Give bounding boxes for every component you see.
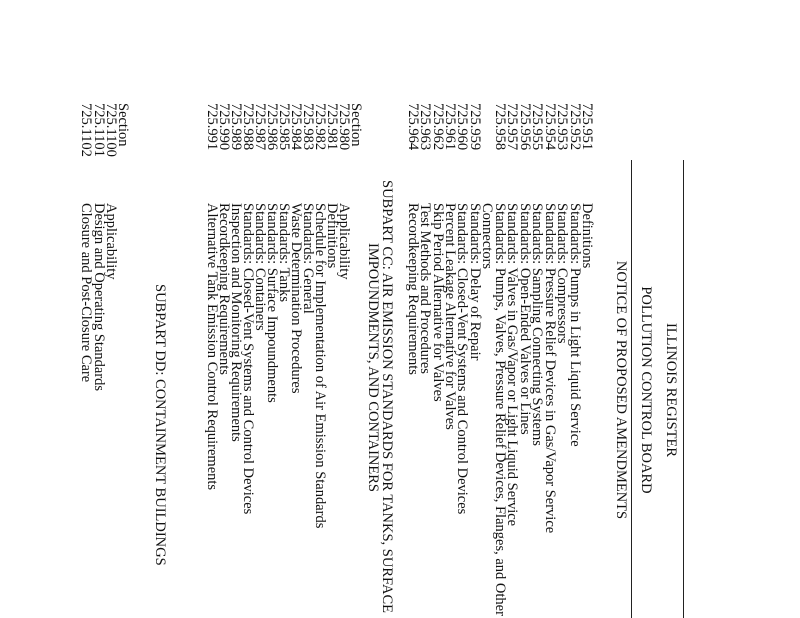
section-row (338, 103, 350, 618)
section-number: 725.956 (516, 103, 533, 151)
section-row (417, 103, 434, 618)
section-row (429, 103, 446, 618)
section-row (90, 103, 107, 618)
notice-title: NOTICE OF PROPOSED AMENDMENTS (613, 260, 629, 520)
header-rule (631, 160, 632, 618)
section-number: 725.986 (264, 103, 280, 151)
section-number: 725.953 (554, 103, 571, 151)
section-row (581, 103, 593, 618)
section-title: Standards: Pressure Relief Devices in Gas/Vapor Service (541, 203, 558, 534)
section-number: Section (115, 103, 131, 147)
section-number: 725.990 (216, 103, 232, 151)
section-number: 725.958 (491, 103, 508, 151)
section-title: Recordkeeping Requirements (216, 203, 232, 375)
section-title: Standards: Tanks (276, 203, 292, 303)
section-number: 725.983 (300, 103, 316, 151)
section-number: 725.954 (541, 103, 558, 151)
section-title: Schedule for Implementation of Air Emission Standards (312, 203, 328, 529)
section-title: Test Methods and Procedures (417, 203, 434, 374)
section-row (117, 103, 129, 618)
section-row (479, 103, 496, 618)
section-row (491, 103, 508, 618)
section-title: Applicability (102, 203, 119, 280)
section-number: 725.964 (404, 103, 421, 151)
section-row (78, 103, 95, 618)
section-title: Connectors (479, 203, 496, 270)
section-number: 725.1100 (102, 103, 119, 157)
subpart-cc-heading-line1: SUBPART CC: AIR EMISSION STANDARDS FOR TANKS, SURFACE (379, 180, 395, 613)
section-number: 725.980 (336, 103, 352, 151)
section-row (554, 103, 571, 618)
section-row (314, 103, 326, 618)
section-number: 725.961 (442, 103, 459, 151)
section-number: 725.988 (240, 103, 256, 151)
section-number: 725.987 (252, 103, 268, 151)
section-number: 725.959 (466, 103, 483, 151)
section-row (266, 103, 278, 618)
section-title: Standards: Surface Impoundments (264, 203, 280, 403)
section-title: Standards: Compressors (554, 203, 571, 344)
section-number: 725.989 (228, 103, 244, 151)
section-title: Standards: Closed-Vent Systems and Control Devices (454, 203, 471, 515)
section-number: 725.955 (529, 103, 546, 151)
subpart-dd-heading: SUBPART DD: CONTAINMENT BUILDINGS (152, 284, 168, 566)
section-row (529, 103, 546, 618)
section-row (404, 103, 421, 618)
section-number: 725.952 (566, 103, 583, 151)
section-title: Standards: Pumps in Light Liquid Service (566, 203, 583, 447)
section-title: Applicability (336, 203, 352, 280)
section-title: Design and Operating Standards (90, 203, 107, 392)
section-row (102, 103, 119, 618)
section-row (454, 103, 471, 618)
section-number: 725.981 (324, 103, 340, 151)
section-row (504, 103, 521, 618)
section-title: Standards: Closed-Vent Systems and Control Devices (240, 203, 256, 515)
section-number: 725.951 (579, 103, 595, 151)
section-number: 725.963 (417, 103, 434, 151)
section-title: Inspection and Monitoring Requirements (228, 203, 244, 442)
section-title: Standards: Containers (252, 203, 268, 331)
section-number: 725.1101 (90, 103, 107, 157)
board-title: POLLUTION CONTROL BOARD (638, 286, 654, 494)
section-title: Standards: Open-Ended Valves or Lines (516, 203, 533, 435)
section-number: Section (348, 103, 364, 147)
section-title: Definitions (324, 203, 340, 269)
section-title: Waste Determination Procedures (288, 203, 304, 394)
section-number: 725.957 (504, 103, 521, 151)
section-number: 725.1102 (78, 103, 95, 157)
section-title: Percent Leakage Alternative for Valves (442, 203, 459, 430)
subpart-cc-heading-line2: IMPOUNDMENTS, AND CONTAINERS (365, 243, 381, 492)
section-number: 725.960 (454, 103, 471, 151)
section-title: Standards: Pumps, Valves, Pressure Relief Devices, Flanges, and Other (491, 203, 508, 616)
section-row (350, 103, 362, 618)
section-row (442, 103, 459, 618)
section-row (566, 103, 583, 618)
section-title: Skip Period Alternative for Valves (429, 203, 446, 402)
section-title: Alternative Tank Emission Control Requirements (204, 203, 220, 491)
section-number: 725.985 (276, 103, 292, 151)
section-row (516, 103, 533, 618)
section-number: 725.991 (204, 103, 220, 151)
section-title: Closure and Post-Closure Care (78, 203, 95, 383)
section-title: Standards: Valves in Gas/Vapor or Light Liquid Service (504, 203, 521, 527)
section-number: 725.984 (288, 103, 304, 151)
top-rule (683, 160, 684, 618)
section-number: 725.962 (429, 103, 446, 151)
section-title: Recordkeeping Requirements (404, 203, 421, 375)
section-number: 725.982 (312, 103, 328, 151)
section-title: Standards: Delay of Repair (466, 203, 483, 361)
section-row (206, 103, 218, 618)
section-title: Standards: Sampling Connecting Systems (529, 203, 546, 446)
section-title: Definitions (579, 203, 595, 269)
section-row (541, 103, 558, 618)
section-title: Standards: General (300, 203, 316, 314)
section-row (290, 103, 302, 618)
section-row (466, 103, 483, 618)
register-title: ILLINOIS REGISTER (663, 322, 679, 458)
